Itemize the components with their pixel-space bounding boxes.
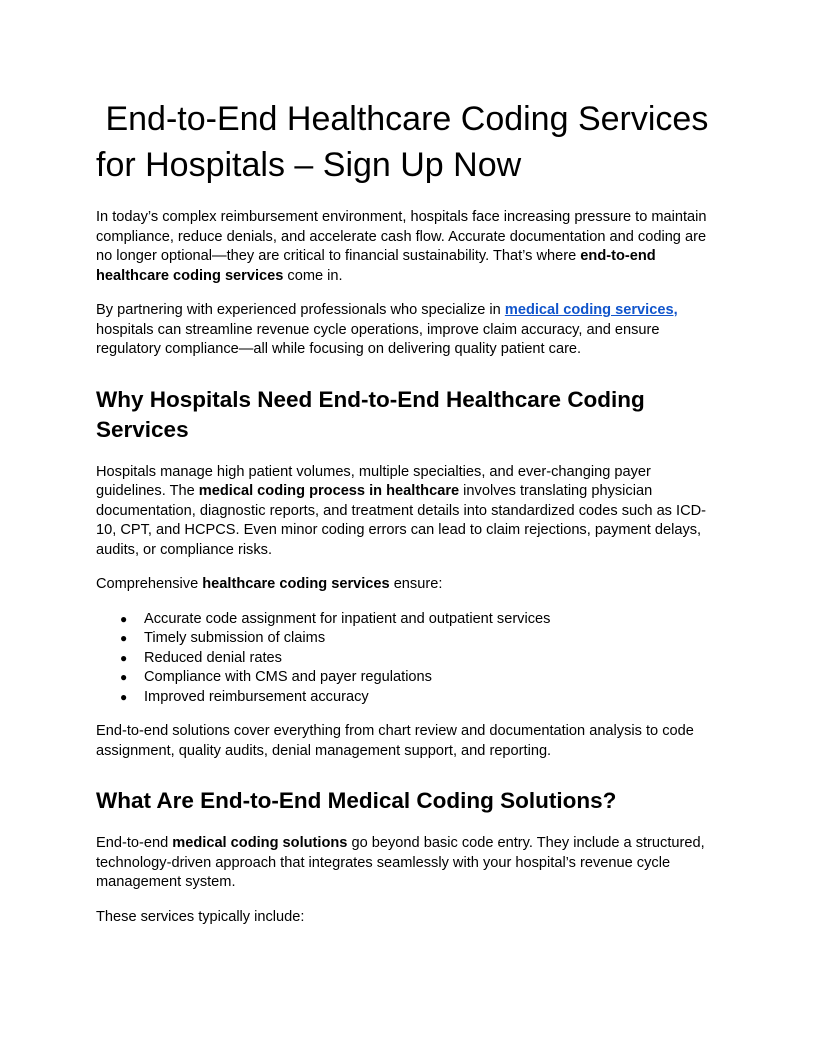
list-item-text: Improved reimbursement accuracy xyxy=(144,688,369,705)
document-page xyxy=(96,96,720,942)
list-item-text: Accurate code assignment for inpatient and outpatient services xyxy=(144,610,551,627)
section-heading-why-hospitals: Why Hospitals Need End-to-End Healthcare Coding Services xyxy=(96,386,645,442)
section1-p1-text: Hospitals manage high patient volumes, multiple specialties, and ever-changing payer guidelines. The xyxy=(96,463,651,499)
intro-p2-end: hospitals can streamline revenue cycle operations, improve claim accuracy, and ensure regulatory compliance—all while focusing on delivering quality patient care. xyxy=(96,321,660,357)
list-item-text: Timely submission of claims xyxy=(144,630,326,646)
section1-paragraph-2 xyxy=(96,575,720,595)
list-item xyxy=(96,649,720,669)
list-item xyxy=(96,629,720,649)
section2-p1-end: go beyond basic code entry. They include a structured, technology-driven approach that integrates seamlessly with your hospital’s revenue cycle management system. xyxy=(96,835,705,890)
intro-paragraph-2 xyxy=(96,301,720,360)
bullet-icon: ● xyxy=(120,670,128,684)
bullet-icon: ● xyxy=(120,611,128,626)
section1-p2-text: Comprehensive xyxy=(96,576,203,592)
section1-paragraph-3: End-to-end solutions cover everything from chart review and documentation analysis to code assignment, quality audits, denial management support, and reporting. xyxy=(96,723,694,759)
section1-p2-end: ensure: xyxy=(389,576,443,592)
bullet-icon: ● xyxy=(120,689,128,704)
bullet-icon: ● xyxy=(120,650,128,665)
section1-p1-end: involves translating physician documentation, diagnostic reports, and treatment details into standardized codes such as ICD-10, CPT, and HCPCS. Even minor coding errors can lead to claim rejections, payment delays, audits, or compliance risks. xyxy=(96,483,707,558)
intro-p2-text: By partnering with experienced professionals who specialize in xyxy=(96,302,505,318)
section2-paragraph-1 xyxy=(96,834,720,893)
section1-paragraph-1 xyxy=(96,463,720,561)
medical-coding-services-link[interactable]: medical coding services, xyxy=(504,302,678,318)
benefits-list xyxy=(96,610,720,708)
document-title: End-to-End Healthcare Coding Services for Hospitals – Sign Up Now xyxy=(96,100,718,184)
bullet-icon: ● xyxy=(120,631,128,645)
list-item xyxy=(96,688,720,708)
intro-paragraph-1 xyxy=(96,208,720,286)
list-item xyxy=(96,610,720,630)
section-heading-what-are-solutions: What Are End-to-End Medical Coding Solutions? xyxy=(96,788,617,813)
section1-p2-bold: healthcare coding services xyxy=(202,576,390,592)
section2-p1-text: End-to-end xyxy=(96,835,173,851)
list-item-text: Compliance with CMS and payer regulations xyxy=(144,669,432,685)
intro-p1-text: In today’s complex reimbursement environment, hospitals face increasing pressure to maintain compliance, reduce denials, and accelerate cash flow. Accurate documentation and coding are no longer optional—they are critical to financial sustainability. That’s where xyxy=(96,209,707,264)
section1-p1-bold: medical coding process in healthcare xyxy=(198,483,460,499)
intro-p1-bold: end-to-end healthcare coding services xyxy=(96,248,656,284)
section2-p1-bold: medical coding solutions xyxy=(172,835,348,851)
section2-paragraph-2: These services typically include: xyxy=(96,908,305,925)
intro-p1-end: come in. xyxy=(283,267,343,284)
list-item-text: Reduced denial rates xyxy=(144,649,282,666)
list-item xyxy=(96,668,720,688)
